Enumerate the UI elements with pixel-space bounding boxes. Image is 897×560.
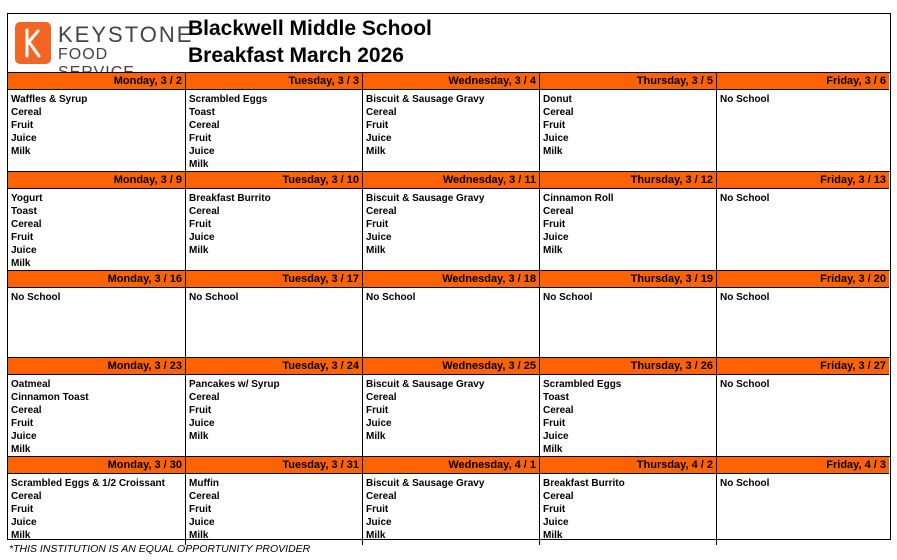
- menu-item: Fruit: [189, 504, 212, 515]
- menu-item: Cereal: [366, 491, 397, 502]
- menu-item: Juice: [11, 245, 37, 256]
- day-header: Tuesday, 3 / 17: [186, 271, 362, 288]
- day-header: Monday, 3 / 23: [8, 358, 185, 375]
- day-cell: [716, 358, 889, 456]
- day-cell: [716, 271, 889, 357]
- menu-item: Biscuit & Sausage Gravy: [366, 379, 485, 390]
- menu-item: Juice: [543, 232, 569, 243]
- menu-item-list: [540, 90, 716, 158]
- week-row: [8, 270, 890, 357]
- menu-item: Fruit: [366, 504, 389, 515]
- menu-item: Fruit: [11, 120, 34, 131]
- menu-item: Biscuit & Sausage Gravy: [366, 94, 485, 105]
- menu-item: Cereal: [543, 491, 574, 502]
- menu-item-list: [8, 90, 185, 158]
- logo-line-1: KEYSTONE: [58, 22, 194, 47]
- day-header: Monday, 3 / 30: [8, 457, 185, 474]
- menu-item-list: [717, 375, 889, 391]
- day-cell: [185, 172, 362, 270]
- day-cell: [185, 271, 362, 357]
- day-header: Monday, 3 / 9: [8, 172, 185, 189]
- logo-line-2: FOOD: [58, 46, 109, 63]
- day-cell: [185, 457, 362, 545]
- menu-item: Milk: [189, 431, 209, 442]
- menu-item: Fruit: [11, 232, 34, 243]
- menu-item: Juice: [189, 146, 215, 157]
- menu-item: Breakfast Burrito: [189, 193, 271, 204]
- menu-item: Cinnamon Toast: [11, 392, 89, 403]
- menu-item: Juice: [543, 431, 569, 442]
- day-cell: [539, 358, 716, 456]
- menu-item-list: [717, 474, 889, 490]
- menu-item: Fruit: [189, 133, 212, 144]
- menu-item: Cinnamon Roll: [543, 193, 614, 204]
- day-header: Friday, 4 / 3: [717, 457, 889, 474]
- menu-item: Fruit: [366, 120, 389, 131]
- menu-item: Cereal: [543, 107, 574, 118]
- menu-item: Juice: [543, 133, 569, 144]
- menu-item: Fruit: [543, 418, 566, 429]
- day-cell: [8, 73, 185, 171]
- menu-item-list: [540, 189, 716, 257]
- menu-header: [8, 14, 890, 72]
- day-cell: [362, 358, 539, 456]
- menu-item: Fruit: [189, 219, 212, 230]
- week-row: [8, 171, 890, 270]
- day-header: Thursday, 3 / 12: [540, 172, 716, 189]
- day-header: Monday, 3 / 16: [8, 271, 185, 288]
- menu-item: Breakfast Burrito: [543, 478, 625, 489]
- week-row: [8, 72, 890, 171]
- day-header: Wednesday, 4 / 1: [363, 457, 539, 474]
- menu-item: Waffles & Syrup: [11, 94, 88, 105]
- menu-item: Cereal: [366, 107, 397, 118]
- menu-item: Cereal: [11, 107, 42, 118]
- menu-item: Fruit: [366, 219, 389, 230]
- menu-item: Cereal: [11, 219, 42, 230]
- day-cell: [185, 358, 362, 456]
- day-header: Tuesday, 3 / 24: [186, 358, 362, 375]
- day-cell: [8, 271, 185, 357]
- menu-item: Milk: [366, 431, 386, 442]
- menu-item: Fruit: [11, 418, 34, 429]
- menu-item: Cereal: [189, 120, 220, 131]
- menu-calendar-grid: [8, 72, 890, 545]
- menu-item-list: [8, 375, 185, 456]
- day-cell: [716, 73, 889, 171]
- menu-item: Scrambled Eggs: [543, 379, 622, 390]
- menu-item: Toast: [189, 107, 215, 118]
- menu-item-list: [363, 375, 539, 443]
- menu-item: No School: [543, 292, 593, 303]
- menu-item: Cereal: [366, 392, 397, 403]
- menu-item: Scrambled Eggs & 1/2 Croissant: [11, 478, 165, 489]
- day-header: Monday, 3 / 2: [8, 73, 185, 90]
- keystone-k-logo-icon: [15, 22, 51, 64]
- menu-item: Milk: [543, 444, 563, 455]
- menu-item: No School: [11, 292, 61, 303]
- menu-item: Cereal: [543, 405, 574, 416]
- menu-item: Milk: [11, 444, 31, 455]
- day-header: Thursday, 3 / 19: [540, 271, 716, 288]
- menu-item-list: [363, 90, 539, 158]
- menu-item: Juice: [11, 517, 37, 528]
- menu-item: Cereal: [11, 491, 42, 502]
- day-cell: [362, 271, 539, 357]
- menu-item-list: [363, 288, 539, 304]
- day-header: Friday, 3 / 20: [717, 271, 889, 288]
- day-header: Wednesday, 3 / 25: [363, 358, 539, 375]
- menu-item: Milk: [11, 530, 31, 541]
- menu-item: Scrambled Eggs: [189, 94, 268, 105]
- menu-item-list: [363, 474, 539, 542]
- menu-item: No School: [720, 292, 770, 303]
- day-cell: [362, 73, 539, 171]
- menu-item: Fruit: [189, 405, 212, 416]
- day-header: Tuesday, 3 / 3: [186, 73, 362, 90]
- school-name: Blackwell Middle School: [188, 17, 432, 40]
- menu-item: Fruit: [543, 120, 566, 131]
- menu-item: Milk: [366, 245, 386, 256]
- menu-title: Breakfast March 2026: [188, 44, 404, 67]
- menu-item-list: [8, 288, 185, 304]
- menu-item: Juice: [366, 517, 392, 528]
- equal-opportunity-note: *THIS INSTITUTION IS AN EQUAL OPPORTUNITY PROVIDER: [9, 543, 311, 555]
- menu-item: Milk: [189, 245, 209, 256]
- menu-item-list: [8, 189, 185, 270]
- day-cell: [185, 73, 362, 171]
- day-cell: [8, 358, 185, 456]
- menu-item: Milk: [366, 530, 386, 541]
- keystone-logo: [15, 22, 194, 68]
- menu-item: Toast: [11, 206, 37, 217]
- day-cell: [362, 457, 539, 545]
- day-cell: [539, 172, 716, 270]
- menu-item: Juice: [11, 133, 37, 144]
- menu-item: Juice: [189, 517, 215, 528]
- day-header: Friday, 3 / 13: [717, 172, 889, 189]
- menu-item: Cereal: [11, 405, 42, 416]
- day-header: Wednesday, 3 / 4: [363, 73, 539, 90]
- menu-item: No School: [720, 379, 770, 390]
- menu-item: Fruit: [366, 405, 389, 416]
- day-header: Wednesday, 3 / 11: [363, 172, 539, 189]
- menu-item-list: [186, 189, 362, 257]
- menu-item: Milk: [11, 258, 31, 269]
- menu-item-list: [8, 474, 185, 542]
- menu-item: Cereal: [189, 392, 220, 403]
- menu-item-list: [363, 189, 539, 257]
- day-header: Wednesday, 3 / 18: [363, 271, 539, 288]
- menu-item-list: [186, 288, 362, 304]
- day-cell: [539, 271, 716, 357]
- menu-item: Fruit: [543, 504, 566, 515]
- menu-item: No School: [720, 94, 770, 105]
- menu-item-list: [717, 90, 889, 106]
- menu-item: Biscuit & Sausage Gravy: [366, 193, 485, 204]
- day-header: Tuesday, 3 / 10: [186, 172, 362, 189]
- week-row: [8, 456, 890, 545]
- menu-item: Juice: [189, 418, 215, 429]
- day-header: Thursday, 3 / 5: [540, 73, 716, 90]
- menu-item: Juice: [366, 133, 392, 144]
- menu-item: Juice: [189, 232, 215, 243]
- menu-item: Cereal: [189, 206, 220, 217]
- menu-item: Toast: [543, 392, 569, 403]
- menu-item: No School: [720, 478, 770, 489]
- menu-item: Milk: [366, 146, 386, 157]
- menu-item: Milk: [189, 159, 209, 170]
- day-cell: [716, 457, 889, 545]
- menu-item: Juice: [366, 418, 392, 429]
- menu-sheet: [7, 13, 891, 540]
- menu-item: No School: [366, 292, 416, 303]
- menu-item-list: [186, 474, 362, 542]
- menu-item: Muffin: [189, 478, 219, 489]
- day-cell: [539, 73, 716, 171]
- day-header: Tuesday, 3 / 31: [186, 457, 362, 474]
- day-header: Thursday, 4 / 2: [540, 457, 716, 474]
- menu-item: Juice: [543, 517, 569, 528]
- day-cell: [539, 457, 716, 545]
- menu-item: Milk: [543, 146, 563, 157]
- menu-item: Juice: [366, 232, 392, 243]
- day-header: Friday, 3 / 27: [717, 358, 889, 375]
- menu-item-list: [540, 288, 716, 304]
- menu-item: Biscuit & Sausage Gravy: [366, 478, 485, 489]
- menu-item-list: [540, 375, 716, 456]
- menu-item: Cereal: [189, 491, 220, 502]
- menu-item: Oatmeal: [11, 379, 51, 390]
- menu-item-list: [540, 474, 716, 542]
- menu-item: Donut: [543, 94, 572, 105]
- menu-item: Cereal: [543, 206, 574, 217]
- day-cell: [8, 172, 185, 270]
- menu-item: Fruit: [11, 504, 34, 515]
- week-row: [8, 357, 890, 456]
- menu-item: No School: [720, 193, 770, 204]
- menu-item: Cereal: [366, 206, 397, 217]
- menu-item: Juice: [11, 431, 37, 442]
- menu-item-list: [186, 90, 362, 171]
- menu-item: Milk: [189, 530, 209, 541]
- menu-item-list: [717, 189, 889, 205]
- menu-item: Milk: [543, 245, 563, 256]
- menu-item: No School: [189, 292, 239, 303]
- menu-item: Pancakes w/ Syrup: [189, 379, 280, 390]
- day-cell: [8, 457, 185, 545]
- menu-item: Yogurt: [11, 193, 43, 204]
- day-cell: [362, 172, 539, 270]
- day-cell: [716, 172, 889, 270]
- menu-item-list: [186, 375, 362, 443]
- day-header: Friday, 3 / 6: [717, 73, 889, 90]
- menu-item: Milk: [543, 530, 563, 541]
- day-header: Thursday, 3 / 26: [540, 358, 716, 375]
- menu-item: Milk: [11, 146, 31, 157]
- menu-item-list: [717, 288, 889, 304]
- menu-item: Fruit: [543, 219, 566, 230]
